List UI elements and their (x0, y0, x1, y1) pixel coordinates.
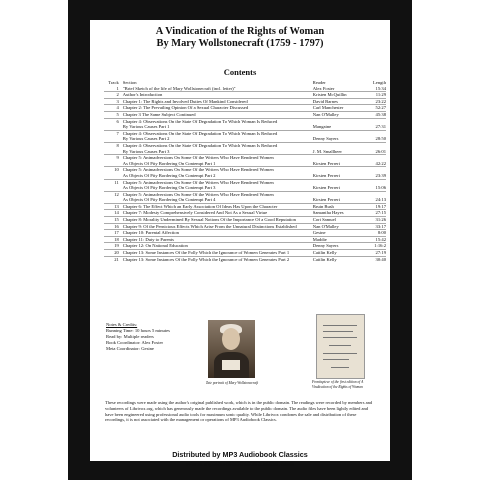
track-length: 30:40 (365, 256, 386, 262)
track-length: 33:17 (365, 223, 386, 230)
insert-page (90, 20, 390, 468)
track-length: 8:00 (365, 230, 386, 237)
track-number: 15 (104, 217, 123, 224)
table-row (104, 256, 386, 262)
track-section: Chapter 9: Of the Pernicious Effects Which Arise From the Unnatural Distinctions Established (123, 223, 311, 230)
track-number: 16 (104, 223, 123, 230)
track-section: As Objects Of Pity Bordering On Contempt Part 2 (122, 172, 216, 178)
track-length: 27:19 (365, 250, 386, 257)
track-length: 24:13 (375, 197, 386, 203)
track-reader: Kirsten Ferreri (312, 172, 340, 178)
track-reader: Bruin Bush (311, 203, 365, 210)
track-reader: Samantha Hayes (311, 210, 365, 217)
track-section: Chapter 8: Morality Undermined By Sexual Notions Of the Importance Of a Good Reputation (123, 217, 311, 224)
track-section: Chapter 13: Some Instances Of the Folly Which the Ignorance of Women Generates Part 2 (123, 256, 311, 262)
track-section: Chapter 6: The Effect Which an Early Association Of Ideas Has Upon the Character (123, 203, 311, 210)
track-reader: Nan O'Malley (311, 111, 365, 118)
track-length: 19:17 (365, 203, 386, 210)
table-row (104, 92, 386, 99)
track-section: Chapter 2: The Prevailing Opinion Of a Sexual Character Discussed (123, 105, 311, 112)
track-section: Chapter 10: Parental Affection (123, 230, 311, 237)
book-title: A Vindication of the Rights of Woman (155, 26, 325, 37)
track-number: 1 (116, 85, 119, 91)
running-time: Running Time: 10 hours 5 minutes (106, 328, 170, 333)
track-number: 4 (104, 105, 123, 112)
track-reader: J. M. Smallheer (312, 148, 342, 154)
track-section: Chapter 3 The Same Subject Continued (123, 111, 311, 118)
track-reader: Denny Sayers (312, 136, 339, 142)
table-row (104, 217, 386, 224)
track-reader: Alex Foster (312, 85, 335, 91)
portrait-caption: Tate portrait of Mary Wollstonecraft (205, 381, 259, 385)
table-row (104, 236, 386, 243)
contents-heading: Contents (223, 67, 257, 77)
track-length: 23:22 (365, 98, 386, 105)
track-section: Chapter 5: Animadversions On Some Of the Writers Who Have Rendered Women (123, 155, 311, 161)
col-reader: Reader (312, 80, 326, 85)
track-length: 11:29 (365, 92, 386, 99)
track-reader: Kirsten Ferreri (312, 160, 340, 166)
track-reader: Caitlin Kelly (311, 250, 365, 257)
website-link[interactable]: www.mp3audiobookclassics.com (185, 461, 295, 468)
col-section: Section (122, 80, 137, 85)
track-section: Author's Introduction (123, 92, 311, 99)
table-row (104, 203, 386, 210)
track-length: 42:22 (375, 160, 386, 166)
track-length: 28:50 (375, 136, 386, 142)
track-reader: Mangaine (312, 124, 332, 130)
track-number: 18 (104, 236, 123, 243)
track-length: 31:26 (365, 217, 386, 224)
table-row (104, 230, 386, 237)
track-number: 13 (104, 203, 123, 210)
track-length: 1:16:2 (365, 243, 386, 250)
track-number: 2 (104, 92, 123, 99)
track-length: 23:39 (375, 172, 386, 178)
track-reader: Kirsten Ferreri (312, 185, 340, 191)
track-section: Chapter 12: On National Education (123, 243, 311, 250)
track-number: 8 (104, 142, 123, 148)
track-number: 6 (104, 118, 123, 124)
track-number: 14 (104, 210, 123, 217)
track-reader: David Barnes (311, 98, 365, 105)
track-number: 9 (104, 155, 123, 161)
track-reader: Maddie (311, 236, 365, 243)
track-section: Chapter 5: Animadversions On Some Of the Writers Who Have Rendered Women (123, 191, 311, 197)
track-section: Chapter 1: The Rights and Involved Duties Of Mankind Considered (123, 98, 311, 105)
track-number: 3 (104, 98, 123, 105)
notes-credits (106, 322, 170, 352)
track-length: 15:06 (375, 185, 386, 191)
disclaimer-text: These recordings were made using the author's original published work, which is in the public domain. The readings were recorded by members and volunteers of Librivox.org, which has generously made the recordings available to the public domain. The audio files have been lightly edited and have been engineered using professional audio tools for maximum sonic quality. While Librivox condones the sale and distribution of these recordings, it is not associated with the management or operations of MP3 Audiobook Classics. (105, 400, 373, 423)
track-section: Chapter 11: Duty to Parents (123, 236, 311, 243)
tracks-table (104, 80, 386, 262)
book-coordinator: Book Coordinator: Alex Foster (106, 340, 164, 345)
table-row (104, 105, 386, 112)
col-track: Track (108, 80, 119, 85)
track-length: 45:38 (365, 111, 386, 118)
table-row (104, 98, 386, 105)
track-reader: Nan O'Malley (311, 223, 365, 230)
track-number: 7 (104, 130, 123, 136)
table-row (104, 210, 386, 217)
track-reader: Kirsten Ferreri (312, 197, 340, 203)
book-author: By Mary Wollstonecraft (1759 - 1797) (156, 38, 324, 49)
track-reader: Kristen McQuillin (311, 92, 365, 99)
track-length: 27:31 (375, 124, 386, 130)
track-reader: Carl Manchester (311, 105, 365, 112)
track-section: "Brief Sketch of the life of Mary Wollstonecraft (incl. letter)" (122, 85, 236, 91)
author-portrait-image (208, 320, 255, 378)
table-row (104, 111, 386, 118)
track-number: 17 (104, 230, 123, 237)
track-section: By Various Causes Part 3 (122, 148, 170, 154)
tracks-body (104, 86, 386, 263)
track-section: Chapter 4: Observations On the State Of Degradation To Which Woman Is Reduced (123, 142, 311, 148)
track-section: Chapter 13: Some Instances Of the Folly Which the Ignorance of Women Generates Part 1 (123, 250, 311, 257)
track-length: 52:27 (365, 105, 386, 112)
track-number: 5 (104, 111, 123, 118)
track-section: Chapter 4: Observations On the State Of Degradation To Which Woman Is Reduced (123, 118, 311, 124)
track-section: Chapter 4: Observations On the State Of Degradation To Which Woman Is Reduced (123, 130, 311, 136)
notes-heading: Notes & Credits: (106, 322, 138, 327)
track-section: Chapter 5: Animadversions On Some Of the Writers Who Have Rendered Women (123, 167, 311, 173)
meta-coordinator: Meta Coordinator: Gesine (106, 346, 154, 351)
track-reader: Cori Samuel (311, 217, 365, 224)
track-length: 26:01 (375, 148, 386, 154)
track-number: 10 (104, 167, 123, 173)
table-row (104, 223, 386, 230)
track-section: By Various Causes Part 2 (122, 136, 170, 142)
track-section: As Objects Of Pity Bordering On Contempt Part 4 (122, 197, 216, 203)
track-number: 20 (104, 250, 123, 257)
track-number: 19 (104, 243, 123, 250)
track-reader: Gesine (311, 230, 365, 237)
track-number: 11 (104, 179, 123, 185)
track-section: As Objects Of Pity Bordering On Contempt Part 3 (122, 185, 216, 191)
track-section: By Various Causes Part 1 (122, 124, 170, 130)
frontispiece-caption: Frontispiece of the first edition of A Vindication of the Rights of Woman (312, 380, 364, 389)
track-length: 27:15 (365, 210, 386, 217)
track-reader: Caitlin Kelly (311, 256, 365, 262)
read-by: Read by: Multiple readers (106, 334, 154, 339)
track-section: As Objects Of Pity Bordering On Contempt Part 1 (122, 160, 216, 166)
table-row (104, 243, 386, 250)
col-length: Length (372, 80, 386, 85)
track-length: 15:34 (375, 85, 386, 91)
track-reader: Denny Sayers (311, 243, 365, 250)
frontispiece-image (316, 314, 365, 379)
track-number: 21 (104, 256, 123, 262)
track-section: Chapter 7: Modesty Comprehensively Considered And Not As a Sexual Virtue (123, 210, 311, 217)
table-row (104, 250, 386, 257)
track-length: 15:42 (365, 236, 386, 243)
track-section: Chapter 5: Animadversions On Some Of the Writers Who Have Rendered Women (123, 179, 311, 185)
distributor-line: Distributed by MP3 Audiobook Classics (172, 450, 308, 459)
track-number: 12 (104, 191, 123, 197)
